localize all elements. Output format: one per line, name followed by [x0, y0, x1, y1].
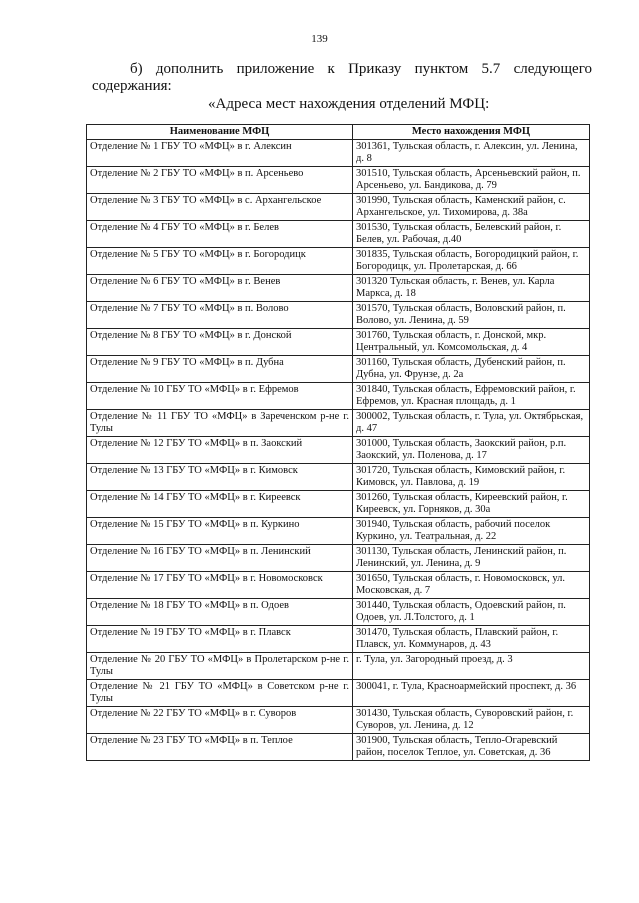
- mfc-name-cell: Отделение № 21 ГБУ ТО «МФЦ» в Советском р-не г. Тулы: [87, 680, 353, 707]
- page-number: 139: [311, 33, 328, 45]
- mfc-address-cell: 300002, Тульская область, г. Тула, ул. Октябрьская, д. 47: [353, 410, 590, 437]
- mfc-name-cell: Отделение № 22 ГБУ ТО «МФЦ» в г. Суворов: [87, 707, 353, 734]
- table-row: [87, 491, 590, 518]
- mfc-name-cell: Отделение № 4 ГБУ ТО «МФЦ» в г. Белев: [87, 221, 353, 248]
- mfc-name-cell: Отделение № 16 ГБУ ТО «МФЦ» в п. Ленинский: [87, 545, 353, 572]
- table-row: [87, 275, 590, 302]
- table-row: [87, 140, 590, 167]
- mfc-name-cell: Отделение № 8 ГБУ ТО «МФЦ» в г. Донской: [87, 329, 353, 356]
- table-row: [87, 302, 590, 329]
- mfc-address-cell: 301000, Тульская область, Заокский район, р.п. Заокский, ул. Поленова, д. 17: [353, 437, 590, 464]
- mfc-name-cell: Отделение № 7 ГБУ ТО «МФЦ» в п. Волово: [87, 302, 353, 329]
- column-header-name: Наименование МФЦ: [87, 125, 353, 140]
- mfc-address-cell: 301260, Тульская область, Киреевский район, г. Киреевск, ул. Горняков, д. 30а: [353, 491, 590, 518]
- mfc-address-cell: 301430, Тульская область, Суворовский район, г. Суворов, ул. Ленина, д. 12: [353, 707, 590, 734]
- mfc-name-cell: Отделение № 2 ГБУ ТО «МФЦ» в п. Арсеньево: [87, 167, 353, 194]
- table-row: [87, 221, 590, 248]
- table-row: [87, 464, 590, 491]
- mfc-name-cell: Отделение № 5 ГБУ ТО «МФЦ» в г. Богородицк: [87, 248, 353, 275]
- mfc-name-cell: Отделение № 3 ГБУ ТО «МФЦ» в с. Архангельское: [87, 194, 353, 221]
- mfc-address-cell: 301160, Тульская область, Дубенский район, п. Дубна, ул. Фрунзе, д. 2а: [353, 356, 590, 383]
- mfc-name-cell: Отделение № 18 ГБУ ТО «МФЦ» в п. Одоев: [87, 599, 353, 626]
- table-row: [87, 599, 590, 626]
- mfc-address-cell: 301720, Тульская область, Кимовский район, г. Кимовск, ул. Павлова, д. 19: [353, 464, 590, 491]
- mfc-address-cell: 301840, Тульская область, Ефремовский район, г. Ефремов, ул. Красная площадь, д. 1: [353, 383, 590, 410]
- mfc-address-cell: 301760, Тульская область, г. Донской, мкр. Центральный, ул. Комсомольская, д. 4: [353, 329, 590, 356]
- mfc-name-cell: Отделение № 12 ГБУ ТО «МФЦ» в п. Заокский: [87, 437, 353, 464]
- table-row: [87, 653, 590, 680]
- mfc-address-cell: 301130, Тульская область, Ленинский район, п. Ленинский, ул. Ленина, д. 9: [353, 545, 590, 572]
- mfc-address-cell: 301570, Тульская область, Воловский район, п. Волово, ул. Ленина, д. 59: [353, 302, 590, 329]
- column-header-address: Место нахождения МФЦ: [353, 125, 590, 140]
- table-row: [87, 518, 590, 545]
- mfc-name-cell: Отделение № 9 ГБУ ТО «МФЦ» в п. Дубна: [87, 356, 353, 383]
- mfc-address-cell: 301320 Тульская область, г. Венев, ул. Карла Маркса, д. 18: [353, 275, 590, 302]
- mfc-address-cell: 301440, Тульская область, Одоевский район, п. Одоев, ул. Л.Толстого, д. 1: [353, 599, 590, 626]
- table-row: [87, 545, 590, 572]
- table-row: [87, 329, 590, 356]
- mfc-address-cell: 301835, Тульская область, Богородицкий район, г. Богородицк, ул. Пролетарская, д. 66: [353, 248, 590, 275]
- table-row: [87, 437, 590, 464]
- mfc-address-table: [86, 124, 590, 761]
- mfc-name-cell: Отделение № 20 ГБУ ТО «МФЦ» в Пролетарском р-не г. Тулы: [87, 653, 353, 680]
- mfc-name-cell: Отделение № 17 ГБУ ТО «МФЦ» в г. Новомосковск: [87, 572, 353, 599]
- table-row: [87, 410, 590, 437]
- mfc-address-cell: 301470, Тульская область, Плавский район, г. Плавск, ул. Коммунаров, д. 43: [353, 626, 590, 653]
- mfc-name-cell: Отделение № 19 ГБУ ТО «МФЦ» в г. Плавск: [87, 626, 353, 653]
- table-body: [87, 140, 590, 761]
- mfc-address-cell: 301530, Тульская область, Белевский район, г. Белев, ул. Рабочая, д.40: [353, 221, 590, 248]
- mfc-address-cell: 301900, Тульская область, Тепло-Огаревский район, поселок Теплое, ул. Советская, д. 36: [353, 734, 590, 761]
- mfc-name-cell: Отделение № 10 ГБУ ТО «МФЦ» в г. Ефремов: [87, 383, 353, 410]
- mfc-address-cell: 301510, Тульская область, Арсеньевский район, п. Арсеньево, ул. Бандикова, д. 79: [353, 167, 590, 194]
- mfc-address-cell: 301361, Тульская область, г. Алексин, ул. Ленина, д. 8: [353, 140, 590, 167]
- table-row: [87, 194, 590, 221]
- mfc-address-cell: 300041, г. Тула, Красноармейский проспект, д. 36: [353, 680, 590, 707]
- intro-paragraph: б) дополнить приложение к Приказу пунктом 5.7 следующего содержания:: [92, 61, 592, 94]
- mfc-address-cell: 301990, Тульская область, Каменский район, с. Архангельское, ул. Тихомирова, д. 38а: [353, 194, 590, 221]
- table-row: [87, 356, 590, 383]
- table-row: [87, 572, 590, 599]
- table-header-row: [87, 125, 590, 140]
- mfc-name-cell: Отделение № 15 ГБУ ТО «МФЦ» в п. Куркино: [87, 518, 353, 545]
- table-row: [87, 707, 590, 734]
- mfc-address-cell: 301940, Тульская область, рабочий поселок Куркино, ул. Театральная, д. 22: [353, 518, 590, 545]
- mfc-name-cell: Отделение № 14 ГБУ ТО «МФЦ» в г. Киреевск: [87, 491, 353, 518]
- mfc-name-cell: Отделение № 6 ГБУ ТО «МФЦ» в г. Венев: [87, 275, 353, 302]
- table-heading: «Адреса мест нахождения отделений МФЦ:: [208, 96, 490, 112]
- mfc-name-cell: Отделение № 11 ГБУ ТО «МФЦ» в Зареченском р-не г. Тулы: [87, 410, 353, 437]
- table-row: [87, 626, 590, 653]
- mfc-name-cell: Отделение № 23 ГБУ ТО «МФЦ» в п. Теплое: [87, 734, 353, 761]
- mfc-address-cell: 301650, Тульская область, г. Новомосковск, ул. Московская, д. 7: [353, 572, 590, 599]
- mfc-name-cell: Отделение № 1 ГБУ ТО «МФЦ» в г. Алексин: [87, 140, 353, 167]
- table-row: [87, 167, 590, 194]
- mfc-address-cell: г. Тула, ул. Загородный проезд, д. 3: [353, 653, 590, 680]
- mfc-name-cell: Отделение № 13 ГБУ ТО «МФЦ» в г. Кимовск: [87, 464, 353, 491]
- table-row: [87, 680, 590, 707]
- table-row: [87, 734, 590, 761]
- table-row: [87, 248, 590, 275]
- table-row: [87, 383, 590, 410]
